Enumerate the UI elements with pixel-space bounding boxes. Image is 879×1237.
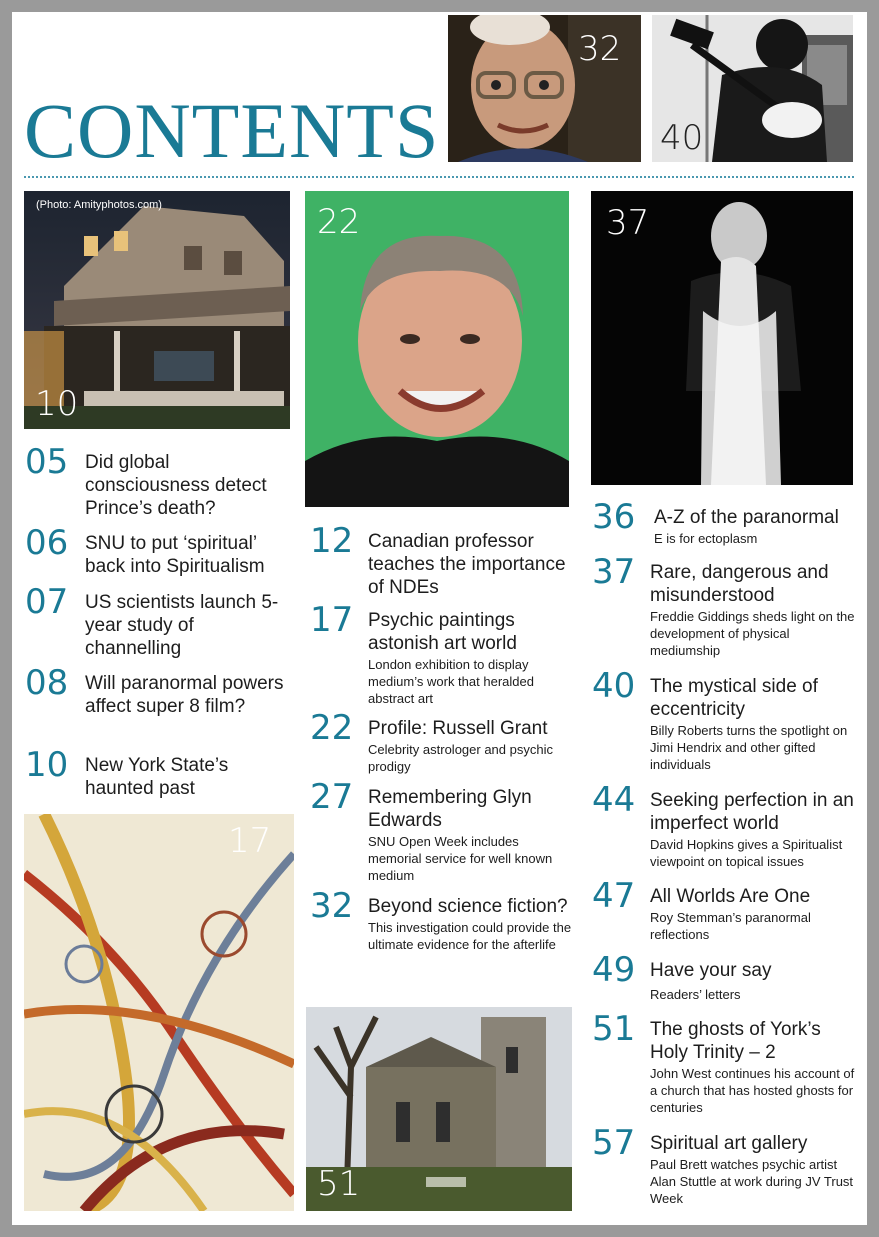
toc-description: Celebrity astrologer and psychic prodigy	[368, 742, 553, 774]
toc-headline: Psychic paintings astonish art world	[368, 610, 517, 654]
toc-description: Roy Stemman’s paranormal reflections	[650, 910, 811, 942]
toc-page-number: 32	[310, 886, 354, 926]
toc-headline: Seeking perfection in an imperfect world	[650, 790, 854, 834]
photo-psychic-painting[interactable]	[24, 814, 294, 1211]
photo-page-number: 32	[578, 29, 622, 69]
photo-ectoplasm[interactable]	[591, 191, 853, 485]
toc-headline: Did global consciousness detect Prince’s death?	[85, 452, 267, 519]
toc-page-number: 22	[310, 708, 354, 748]
photo-page-number: 10	[35, 384, 79, 424]
toc-headline: SNU to put ‘spiritual’ back into Spiritualism	[85, 533, 265, 577]
toc-page-number: 27	[310, 777, 354, 817]
toc-page-number: 49	[592, 950, 636, 990]
toc-page-number: 51	[592, 1009, 636, 1049]
page-title: CONTENTS	[24, 87, 440, 174]
photo-page-number: 40	[660, 118, 704, 158]
photo-credit: (Photo: Amityphotos.com)	[36, 199, 162, 211]
toc-headline: The mystical side of eccentricity	[650, 676, 818, 720]
toc-headline: Profile: Russell Grant	[368, 718, 548, 739]
toc-page-number: 07	[25, 582, 69, 622]
toc-page-number: 10	[25, 745, 69, 785]
photo-russell-grant[interactable]	[305, 191, 569, 507]
toc-page-number: 57	[592, 1123, 636, 1163]
toc-description: Freddie Giddings sheds light on the development of physical mediumship	[650, 609, 855, 658]
toc-headline: Canadian professor teaches the importance of NDEs	[368, 531, 566, 598]
photo-elderly-man[interactable]	[448, 15, 641, 162]
toc-page-number: 40	[592, 666, 636, 706]
photo-york-church[interactable]	[306, 1007, 572, 1211]
toc-page-number: 17	[310, 600, 354, 640]
toc-page-number: 06	[25, 523, 69, 563]
toc-page-number: 08	[25, 663, 69, 703]
photo-page-number: 37	[606, 203, 650, 243]
photo-page-number: 22	[317, 202, 361, 242]
contents-page	[12, 12, 867, 1225]
toc-description: Paul Brett watches psychic artist Alan Stuttle at work during JV Trust Week	[650, 1157, 854, 1206]
toc-description: Readers’ letters	[650, 987, 741, 1002]
toc-headline: US scientists launch 5-year study of channelling	[85, 592, 279, 659]
toc-headline: All Worlds Are One	[650, 886, 811, 907]
toc-headline: The ghosts of York’s Holy Trinity – 2	[650, 1019, 821, 1063]
toc-description: SNU Open Week includes memorial service for well known medium	[368, 834, 553, 883]
toc-headline: Have your say	[650, 960, 772, 981]
photo-haunted-house[interactable]	[24, 191, 290, 429]
toc-headline: Will paranormal powers affect super 8 film?	[85, 673, 284, 717]
toc-headline: A-Z of the paranormal	[654, 507, 839, 528]
divider	[24, 176, 854, 178]
toc-page-number: 47	[592, 876, 636, 916]
toc-page-number: 44	[592, 780, 636, 820]
toc-description: London exhibition to display medium’s work that heralded abstract art	[368, 657, 534, 706]
toc-page-number: 05	[25, 442, 69, 482]
toc-headline: New York State’s haunted past	[85, 755, 229, 799]
toc-headline: Remembering Glyn Edwards	[368, 787, 532, 831]
photo-guitarist[interactable]	[652, 15, 853, 162]
photo-page-number: 51	[317, 1164, 361, 1204]
photo-page-number: 17	[228, 821, 272, 861]
toc-page-number: 36	[592, 497, 636, 537]
toc-description: David Hopkins gives a Spiritualist viewpoint on topical issues	[650, 837, 843, 869]
toc-description: This investigation could provide the ultimate evidence for the afterlife	[368, 920, 572, 952]
toc-description: Billy Roberts turns the spotlight on Jimi Hendrix and other gifted individuals	[650, 723, 848, 772]
toc-page-number: 37	[592, 552, 636, 592]
toc-page-number: 12	[310, 521, 354, 561]
toc-headline: Beyond science fiction?	[368, 896, 568, 917]
toc-headline: Rare, dangerous and misunderstood	[650, 562, 829, 606]
toc-description: E is for ectoplasm	[654, 531, 758, 546]
toc-headline: Spiritual art gallery	[650, 1133, 808, 1154]
toc-description: John West continues his account of a church that has hosted ghosts for centuries	[650, 1066, 855, 1115]
